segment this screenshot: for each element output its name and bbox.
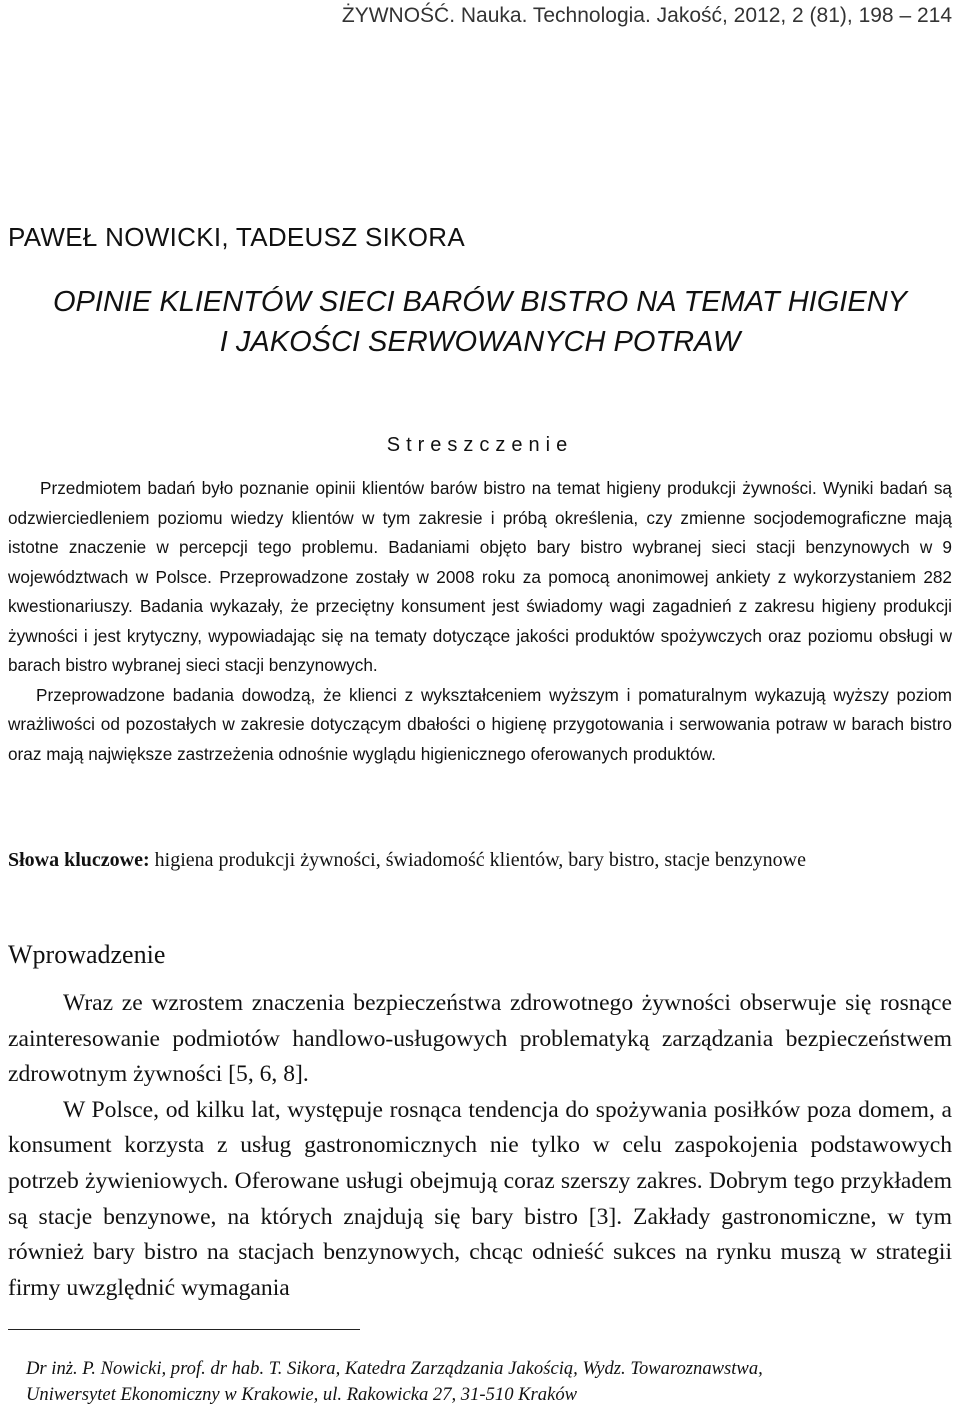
author-footnote [26,1356,952,1408]
title-line-2: I JAKOŚCI SERWOWANYCH POTRAW [219,326,741,358]
introduction-body [8,986,952,1306]
abstract-body [8,474,952,769]
article-title [0,282,960,362]
section-heading-introduction: Wprowadzenie [8,940,166,969]
abstract-paragraph-1: Przedmiotem badań było poznanie opinii klientów barów bistro na temat higieny produkcji żywności. Wyniki badań są odzwierciedleniem poziomu wiedzy klientów w tym zakresie i próbą określenia, czy zmienne socjodemograficzne mają istotne znaczenie w percepcji tego problemu. Badaniami objęto bary bistro wybranej sieci stacji benzynowych w 9 województwach w Polsce. Przeprowadzone zostały w 2008 roku za pomocą anonimowej ankiety z wykorzystaniem 282 kwestionariuszy. Badania wykazały, że przeciętny konsument jest świadomy wagi zagadnień z zakresu higieny produkcji żywności i jest krytyczny, wypowiadając się na tematy dotyczące jakości produktów spożywczych oraz poziomu obsługi w barach bistro wybranej sieci stacji benzynowych. [8,478,952,675]
introduction-paragraph-1: Wraz ze wzrostem znaczenia bezpieczeństwa zdrowotnego żywności obserwuje się rosnące zainteresowanie podmiotów handlowo-usługowych problematyką zarządzania bezpieczeństwem zdrowotnym żywności [5, 6, 8]. [8,990,952,1088]
article-authors: PAWEŁ NOWICKI, TADEUSZ SIKORA [8,222,466,252]
title-line-1: OPINIE KLIENTÓW SIECI BARÓW BISTRO NA TEMAT HIGIENY [53,286,907,318]
keywords-label: Słowa kluczowe: [8,849,150,871]
keywords [8,849,952,872]
abstract-heading: Streszczenie [386,434,574,456]
footnote-line-2: Uniwersytet Ekonomiczny w Krakowie, ul. Rakowicka 27, 31-510 Kraków [26,1384,578,1405]
keywords-text: higiena produkcji żywności, świadomość klientów, bary bistro, stacje benzynowe [154,849,806,871]
journal-header: ŻYWNOŚĆ. Nauka. Technologia. Jakość, 2012, 2 (81), 198 – 214 [341,4,952,27]
footnote-divider [8,1329,360,1330]
footnote-line-1: Dr inż. P. Nowicki, prof. dr hab. T. Sikora, Katedra Zarządzania Jakością, Wydz. Towaroznawstwa, [26,1358,763,1379]
abstract-paragraph-2: Przeprowadzone badania dowodzą, że klienci z wykształceniem wyższym i pomaturalnym wykazują wyższy poziom wrażliwości od pozostałych w zakresie dotyczącym dbałości o higienę przygotowania i serwowania potraw w barach bistro oraz mają największe zastrzeżenia odnośnie wyglądu higienicznego oferowanych produktów. [8,684,952,764]
introduction-paragraph-2: W Polsce, od kilku lat, występuje rosnąca tendencja do spożywania posiłków poza domem, a konsument korzysta z usług gastronomicznych nie tylko w celu zaspokojenia podstawowych potrzeb żywieniowych. Oferowane usługi obejmują coraz szerszy zakres. Dobrym tego przykładem są stacje benzynowe, na których znajdują się bary bistro [3]. Zakłady gastronomiczne, w tym również bary bistro na stacjach benzynowych, chcąc odnieść sukces na rynku muszą w strategii firmy uwzględnić wymagania [8,1096,952,1301]
